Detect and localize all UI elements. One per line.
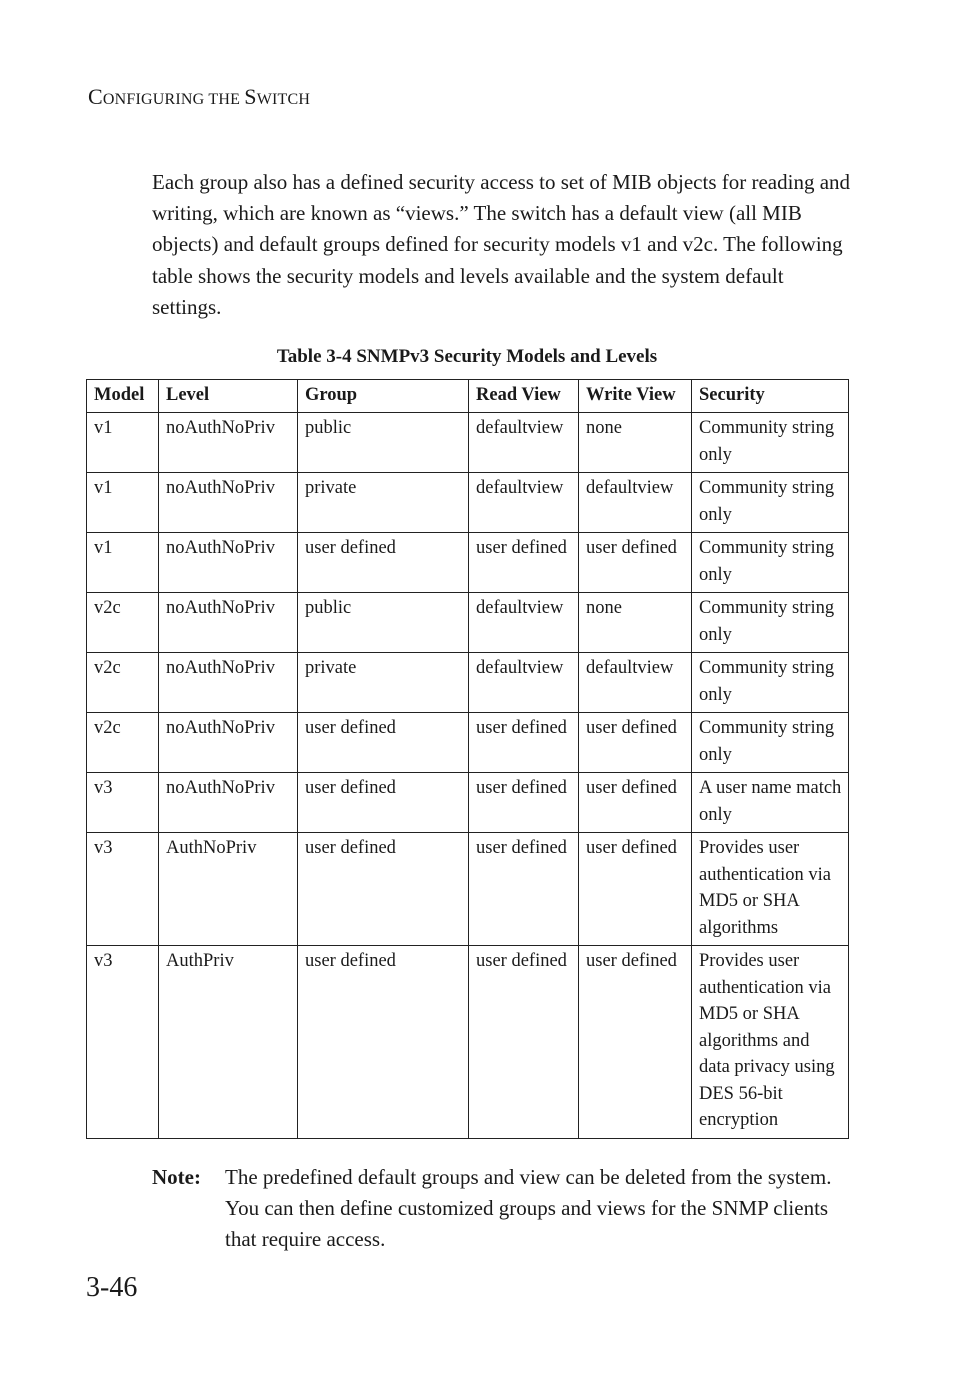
cell-level: noAuthNoPriv bbox=[159, 653, 298, 713]
note-text: The predefined default groups and view can be deleted from the system. You can then define customized groups and views for the SNMP clients that require access. bbox=[225, 1165, 832, 1252]
cell-group: public bbox=[298, 413, 469, 473]
cell-write-view: user defined bbox=[579, 773, 692, 833]
cell-level: noAuthNoPriv bbox=[159, 773, 298, 833]
table-row bbox=[87, 833, 849, 946]
cell-read-view: user defined bbox=[469, 713, 579, 773]
cell-model: v1 bbox=[87, 533, 159, 593]
cell-group: user defined bbox=[298, 833, 469, 946]
cell-security: A user name match only bbox=[692, 773, 849, 833]
cell-level: noAuthNoPriv bbox=[159, 413, 298, 473]
header-read-view: Read View bbox=[469, 380, 579, 413]
header-model: Model bbox=[87, 380, 159, 413]
cell-group: user defined bbox=[298, 946, 469, 1139]
table-row bbox=[87, 593, 849, 653]
cell-level: AuthPriv bbox=[159, 946, 298, 1139]
table-row bbox=[87, 653, 849, 713]
page-number: 3-46 bbox=[86, 1272, 138, 1303]
cell-level: noAuthNoPriv bbox=[159, 533, 298, 593]
cell-write-view: none bbox=[579, 413, 692, 473]
cell-read-view: user defined bbox=[469, 533, 579, 593]
running-header: CONFIGURING THE SWITCH bbox=[88, 84, 311, 109]
cell-group: public bbox=[298, 593, 469, 653]
cell-read-view: defaultview bbox=[469, 593, 579, 653]
cell-model: v2c bbox=[87, 653, 159, 713]
cell-write-view: defaultview bbox=[579, 473, 692, 533]
cell-security: Community string only bbox=[692, 593, 849, 653]
cell-read-view: user defined bbox=[469, 946, 579, 1139]
cell-security: Community string only bbox=[692, 533, 849, 593]
cell-write-view: user defined bbox=[579, 713, 692, 773]
cell-read-view: defaultview bbox=[469, 473, 579, 533]
note-block bbox=[152, 1162, 852, 1256]
table-row bbox=[87, 413, 849, 473]
cell-write-view: none bbox=[579, 593, 692, 653]
cell-security: Community string only bbox=[692, 713, 849, 773]
cell-read-view: defaultview bbox=[469, 413, 579, 473]
cell-model: v2c bbox=[87, 593, 159, 653]
cell-model: v1 bbox=[87, 413, 159, 473]
table-row bbox=[87, 533, 849, 593]
cell-group: private bbox=[298, 653, 469, 713]
security-models-table bbox=[86, 379, 849, 1139]
cell-model: v3 bbox=[87, 773, 159, 833]
cell-group: user defined bbox=[298, 713, 469, 773]
header-write-view: Write View bbox=[579, 380, 692, 413]
cell-security: Provides user authentication via MD5 or SHA algorithms and data privacy using DES 56-bit encryption bbox=[692, 946, 849, 1139]
header-group: Group bbox=[298, 380, 469, 413]
cell-level: noAuthNoPriv bbox=[159, 473, 298, 533]
intro-paragraph: Each group also has a defined security access to set of MIB objects for reading and writing, which are known as “views.” The switch has a default view (all MIB objects) and default groups defined for security models v1 and v2c. The following table shows the security models and levels available and the system default settings. bbox=[152, 170, 851, 319]
cell-security: Community string only bbox=[692, 473, 849, 533]
note-label: Note: bbox=[152, 1165, 201, 1189]
cell-read-view: user defined bbox=[469, 833, 579, 946]
cell-model: v3 bbox=[87, 946, 159, 1139]
cell-model: v3 bbox=[87, 833, 159, 946]
header-security: Security bbox=[692, 380, 849, 413]
cell-level: noAuthNoPriv bbox=[159, 713, 298, 773]
cell-write-view: defaultview bbox=[579, 653, 692, 713]
cell-write-view: user defined bbox=[579, 833, 692, 946]
cell-group: private bbox=[298, 473, 469, 533]
cell-write-view: user defined bbox=[579, 946, 692, 1139]
header-level: Level bbox=[159, 380, 298, 413]
cell-level: AuthNoPriv bbox=[159, 833, 298, 946]
table-row bbox=[87, 773, 849, 833]
table-row bbox=[87, 473, 849, 533]
table-row bbox=[87, 713, 849, 773]
table-caption: Table 3-4 SNMPv3 Security Models and Levels bbox=[276, 346, 658, 367]
cell-model: v1 bbox=[87, 473, 159, 533]
cell-read-view: defaultview bbox=[469, 653, 579, 713]
cell-group: user defined bbox=[298, 533, 469, 593]
table-header-row bbox=[87, 380, 849, 413]
cell-security: Community string only bbox=[692, 413, 849, 473]
cell-write-view: user defined bbox=[579, 533, 692, 593]
table-row bbox=[87, 946, 849, 1139]
cell-model: v2c bbox=[87, 713, 159, 773]
cell-security: Community string only bbox=[692, 653, 849, 713]
cell-security: Provides user authentication via MD5 or SHA algorithms bbox=[692, 833, 849, 946]
cell-read-view: user defined bbox=[469, 773, 579, 833]
cell-group: user defined bbox=[298, 773, 469, 833]
cell-level: noAuthNoPriv bbox=[159, 593, 298, 653]
